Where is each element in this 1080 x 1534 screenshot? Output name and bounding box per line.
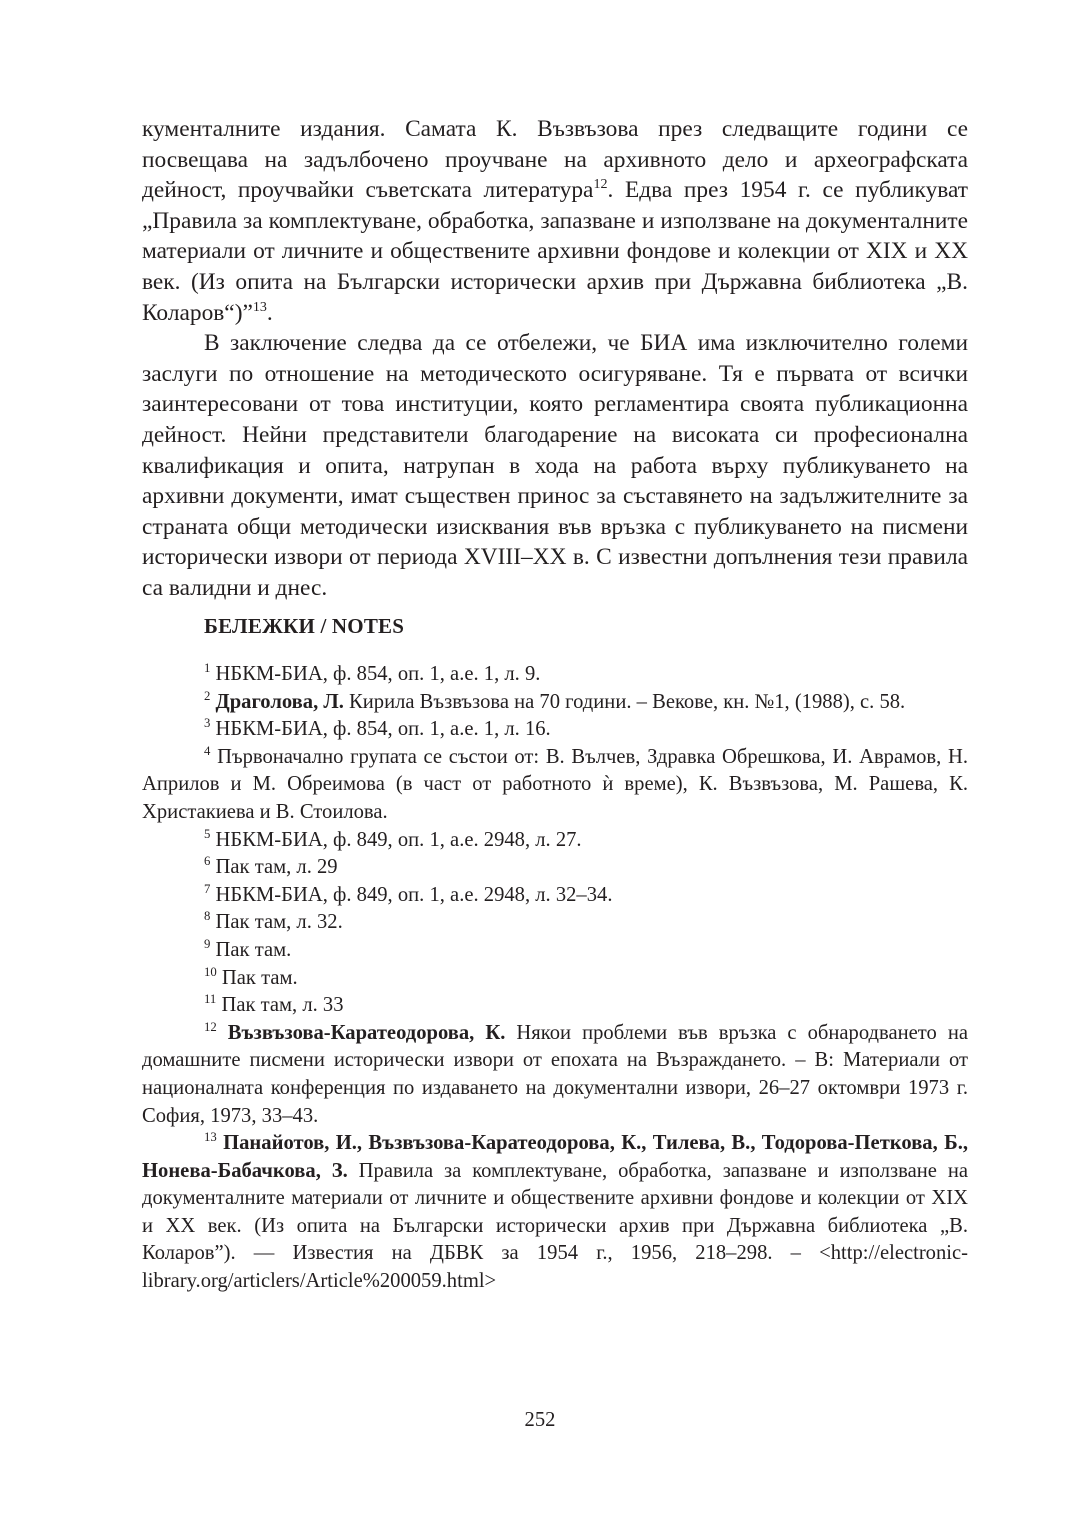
note-number: 9 xyxy=(204,937,211,952)
note-text: Първоначално групата се състои от: В. Вълчев, Здравка Обрешкова, И. Аврамов, Н. Априлов и М. Обреимова (в част от работното ѝ време), К. Възвъзова, М. Рашева, К. Христакиева и В. Стоилова. xyxy=(142,745,969,823)
note-author: Драголова, Л. xyxy=(215,690,344,713)
note-item xyxy=(142,965,968,993)
paragraph-2: В заключение следва да се отбележи, че БИА има изключително големи заслуги по отношение на методическото осигуряване. Тя е първата от всички заинтересовани от това институции, която регламентира своята публикационна дейност. Нейни представители благодарение на високата си професионална квалификация и опита, натрупан в хода на работа върху публикуването на архивни документи, имат съществен принос за съставянето на задължителните за страната общи методически изисквания във връзка с публикуването на писмени исторически извори от периода XVIII–XX в. С известни допълнения тези правила са валидни и днес. xyxy=(142,330,968,601)
body-text xyxy=(142,114,968,604)
footnote-ref-13[interactable]: 13 xyxy=(252,298,267,315)
note-text: Някои проблеми във връзка с обнародването на домашните писмени исторически извори от епохата на Възраждането. – В: Материали от националната конференция по издаването на документални извори, 26–27 октомври 1973 г. София, 1973, 33–43. xyxy=(142,1021,968,1127)
note-number: 12 xyxy=(204,1019,217,1034)
paragraph-1: кументалните издания. Самата К. Възвъзова през следващите години се посвещава на задълбочено проучване на архивното дело и археографската дейност, проучвайки съветската литература$^{12}$. Едва през 1954 г. се публикуват „Правила за комплектуване, обработка, запазване и използване на документалните материали от личните и обществените архивни фондове и колекции от XIX и XX век. (Из опита на Български исторически архив при Държавна библиотека „В. Коларов“)”$^{13}$. xyxy=(142,116,968,326)
notes-list xyxy=(142,661,968,1296)
note-item xyxy=(142,744,968,827)
note-item xyxy=(142,937,968,965)
note-number: 10 xyxy=(204,964,217,979)
note-number: 11 xyxy=(204,992,217,1007)
page-number: 252 xyxy=(524,1409,556,1431)
note-author: Възвъзова-Каратеодорова, К. xyxy=(227,1021,506,1044)
note-author: Панайотов, И., Възвъзова-Каратеодорова, К., Тилева, В., Тодорова-Петкова, Б., Нонева-Бабачкова, З. xyxy=(142,1132,969,1182)
note-text: Правила за комплектуване, обработка, запазване и използване на документалните материали от личните и обществените архивни фондове и колекции от XIX и XX век. (Из опита на Български исторически архив при Държавна библиотека „В. Коларов”). — Известия на ДБВК за 1954 г., 1956, 218–298. – <http://electronic-library.org/articlers/Article%200059.html> xyxy=(142,1159,968,1293)
note-number: 3 xyxy=(204,716,211,731)
note-item xyxy=(142,827,968,855)
note-item xyxy=(142,882,968,910)
note-number: 13 xyxy=(204,1130,217,1145)
note-item xyxy=(142,689,968,717)
note-item xyxy=(142,992,968,1020)
note-number: 2 xyxy=(204,688,211,703)
note-item xyxy=(142,909,968,937)
note-number: 4 xyxy=(204,743,211,758)
note-item xyxy=(142,716,968,744)
note-number: 7 xyxy=(204,881,211,896)
note-number: 1 xyxy=(204,661,211,676)
note-item xyxy=(142,661,968,689)
note-number: 8 xyxy=(204,909,211,924)
note-text: НБКМ-БИА, ф. 849, оп. 1, а.е. 2948, л. 32–34. xyxy=(215,883,613,906)
note-text: Кирила Възвъзова на 70 години. – Векове, кн. №1, (1988), с. 58. xyxy=(343,690,906,713)
note-text: НБКМ-БИА, ф. 854, оп. 1, а.е. 1, л. 16. xyxy=(215,718,551,741)
note-number: 5 xyxy=(204,826,211,841)
note-text: Пак там, л. 32. xyxy=(215,911,343,934)
note-item xyxy=(142,1020,968,1130)
footnote-ref-12[interactable]: 12 xyxy=(593,176,608,193)
note-text: НБКМ-БИА, ф. 854, оп. 1, а.е. 1, л. 9. xyxy=(215,663,541,685)
note-text: Пак там. xyxy=(215,938,292,961)
note-text: Пак там, л. 29 xyxy=(215,856,338,879)
note-item xyxy=(142,854,968,882)
note-number: 6 xyxy=(204,854,211,869)
note-text: Пак там. xyxy=(221,966,298,989)
notes-heading: БЕЛЕЖКИ / NOTES xyxy=(204,614,405,638)
note-text: НБКМ-БИА, ф. 849, оп. 1, а.е. 2948, л. 27. xyxy=(215,828,582,851)
note-item xyxy=(142,1130,968,1296)
note-text: Пак там, л. 33 xyxy=(221,994,344,1017)
